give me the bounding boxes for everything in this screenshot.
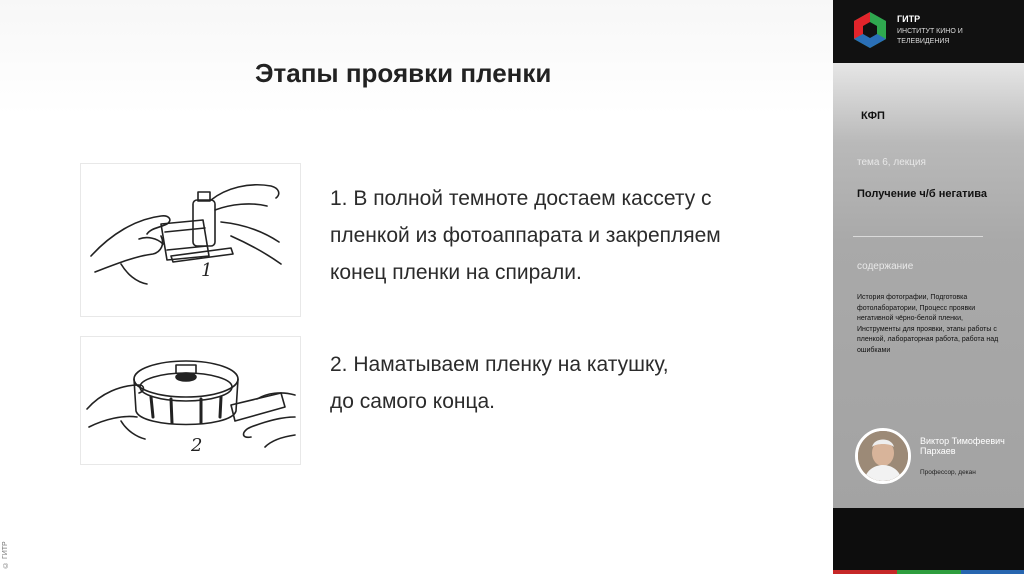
info-panel (833, 0, 1024, 574)
copyright-text: © ГИТР (2, 541, 9, 568)
footer-bar-red (833, 570, 897, 574)
contents-label: содержание (857, 261, 914, 272)
footer-bar-green (897, 570, 961, 574)
author-name: Виктор Тимофеевич Пархаев (920, 436, 1005, 456)
panel-header (833, 0, 1024, 63)
slide-title: Этапы проявки пленки (255, 58, 552, 88)
step-1-line: пленкой из фотоаппарата и закрепляем (330, 224, 721, 247)
step-1-line: конец пленки на спирали. (330, 261, 582, 284)
step-1-text (330, 180, 721, 291)
illustration-cassette (81, 164, 300, 316)
footer-bar-blue (961, 570, 1024, 574)
divider (853, 236, 983, 237)
topic-title: Получение ч/б негатива (857, 188, 988, 200)
panel-footer (833, 508, 1024, 570)
department-label: КФП (861, 110, 885, 122)
step-2-text (330, 346, 669, 420)
figure-label-2: 2 (191, 435, 203, 456)
author-avatar (855, 428, 911, 484)
topic-label: тема 6, лекция (857, 157, 926, 168)
reel-drawing (81, 337, 300, 464)
step-1-line: 1. В полной темноте достаем кассету с (330, 187, 712, 210)
cassette-drawing (81, 164, 300, 316)
author-photo (858, 431, 908, 481)
step-2-line: до самого конца. (330, 390, 496, 413)
contents-text: История фотографии, Подготовка фотолаборатории, Процесс проявки негативной чёрно-белой пленки, Инструменты для проявки, этапы работы с пленкой, лабораторная работа, работа над ошибками (857, 294, 999, 354)
figure-label-1: 1 (201, 260, 213, 281)
author-role: Профессор, декан (920, 469, 976, 476)
org-subtitle: ИНСТИТУТ КИНО И ТЕЛЕВИДЕНИЯ (897, 28, 963, 45)
gitr-logo-icon (850, 10, 890, 50)
org-name: ГИТР (897, 14, 921, 24)
illustration-reel (81, 337, 300, 464)
step-2-line: 2. Наматываем пленку на катушку, (330, 353, 669, 376)
